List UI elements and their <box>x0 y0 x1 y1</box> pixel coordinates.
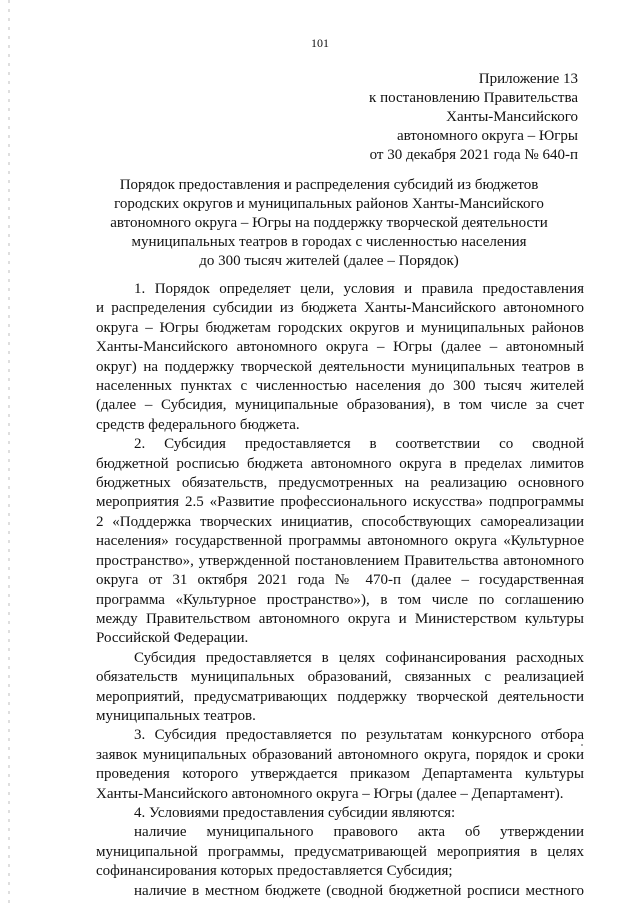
paragraph-3 <box>96 649 584 727</box>
paragraph-6 <box>96 823 584 881</box>
appendix-line: от 30 декабря 2021 года № 640-п <box>369 147 578 163</box>
text-line: наличие муниципального правового акта об утверждении <box>134 824 584 841</box>
text-line: и распределения субсидии из бюджета Ханты-Мансийского автономного <box>96 300 584 317</box>
text-line: заявок муниципальных образований автономного округа, порядок и сроки <box>96 746 584 763</box>
title-line: Порядок предоставления и распределения субсидий из бюджетов <box>119 177 539 193</box>
appendix-line: автономного округа – Югры <box>396 128 578 144</box>
text-line: проведения которого утверждается приказом Департамента культуры <box>96 766 584 783</box>
paragraph-1 <box>96 280 584 435</box>
text-line: бюджетной росписью бюджета автономного округа в пределах лимитов <box>96 455 584 472</box>
text-line: Ханты-Мансийского автономного округа – Югры (далее – Департамент). <box>96 785 564 802</box>
text-line: 3. Субсидия предоставляется по результатам конкурсного отбора <box>134 727 584 744</box>
page-number: 101 <box>311 36 329 50</box>
title-line: до 300 тысяч жителей (далее – Порядок) <box>199 253 459 269</box>
text-line: 4. Условиями предоставления субсидии являются: <box>134 804 456 821</box>
appendix-line: Ханты-Мансийского <box>446 109 578 125</box>
text-line: мероприятий, предусматривающих поддержку творческой деятельности <box>96 688 584 705</box>
text-line: 2 «Поддержка творческих инициатив, способствующих самореализации <box>96 513 584 530</box>
text-line: обязательств муниципальных образований, связанных с реализацией <box>96 669 584 686</box>
paragraph-5 <box>96 804 584 823</box>
text-line: муниципальной программы, предусматривающей мероприятия в целях <box>96 843 584 860</box>
text-line: округа – Югры бюджетам городских округов и муниципальных районов <box>96 319 584 336</box>
text-line: между Правительством автономного округа и Министерством культуры <box>96 610 584 627</box>
text-line: софинансирования которых предоставляется Субсидия; <box>96 863 453 880</box>
text-line: Российской Федерации. <box>96 630 249 647</box>
title-line: городских округов и муниципальных районов Ханты-Мансийского <box>114 196 544 212</box>
text-line: муниципальных театров. <box>96 707 256 724</box>
document-body <box>96 280 584 901</box>
text-line: населения» государственной программы автономного округа «Культурное <box>96 533 584 550</box>
appendix-header <box>369 70 578 165</box>
text-line: 2. Субсидия предоставляется в соответствии со сводной <box>134 436 584 453</box>
text-line: пространство», утвержденной постановлением Правительства автономного <box>96 552 584 569</box>
paragraph-4 <box>96 726 584 804</box>
text-line: бюджетных обязательств, предусмотренных на реализацию основного <box>96 475 584 492</box>
text-line: (далее – Субсидия, муниципальные образования), в том числе за счет <box>96 397 584 414</box>
text-line: наличие в местном бюджете (сводной бюджетной росписи местного <box>134 882 584 899</box>
text-line: программа «Культурное пространство»), в том числе по соглашению <box>96 591 584 608</box>
scan-edge-artifact <box>8 0 10 905</box>
text-line: мероприятия 2.5 «Развитие профессионального искусства» подпрограммы <box>96 494 584 511</box>
paragraph-2 <box>96 435 584 648</box>
text-line: округа от 31 октября 2021 года № 470-п (далее – государственная <box>96 572 584 589</box>
text-line: Ханты-Мансийского автономного округа – Югры (далее – автономный <box>96 339 584 356</box>
text-line: населенных пунктах с численностью населения до 300 тысяч жителей <box>96 378 584 395</box>
paragraph-7 <box>96 882 584 901</box>
appendix-line: Приложение 13 <box>478 71 578 87</box>
text-line: округ) на поддержку творческой деятельности муниципальных театров в <box>96 358 584 375</box>
appendix-line: к постановлению Правительства <box>369 90 578 106</box>
title-line: автономного округа – Югры на поддержку творческой деятельности <box>110 215 548 231</box>
title-line: муниципальных театров в городах с численностью населения <box>131 234 527 250</box>
text-line: средств федерального бюджета. <box>96 416 300 433</box>
text-line: 1. Порядок определяет цели, условия и правила предоставления <box>134 281 584 297</box>
document-title <box>96 176 562 271</box>
text-line: Субсидия предоставляется в целях софинансирования расходных <box>134 649 584 666</box>
scan-speck <box>581 744 583 746</box>
